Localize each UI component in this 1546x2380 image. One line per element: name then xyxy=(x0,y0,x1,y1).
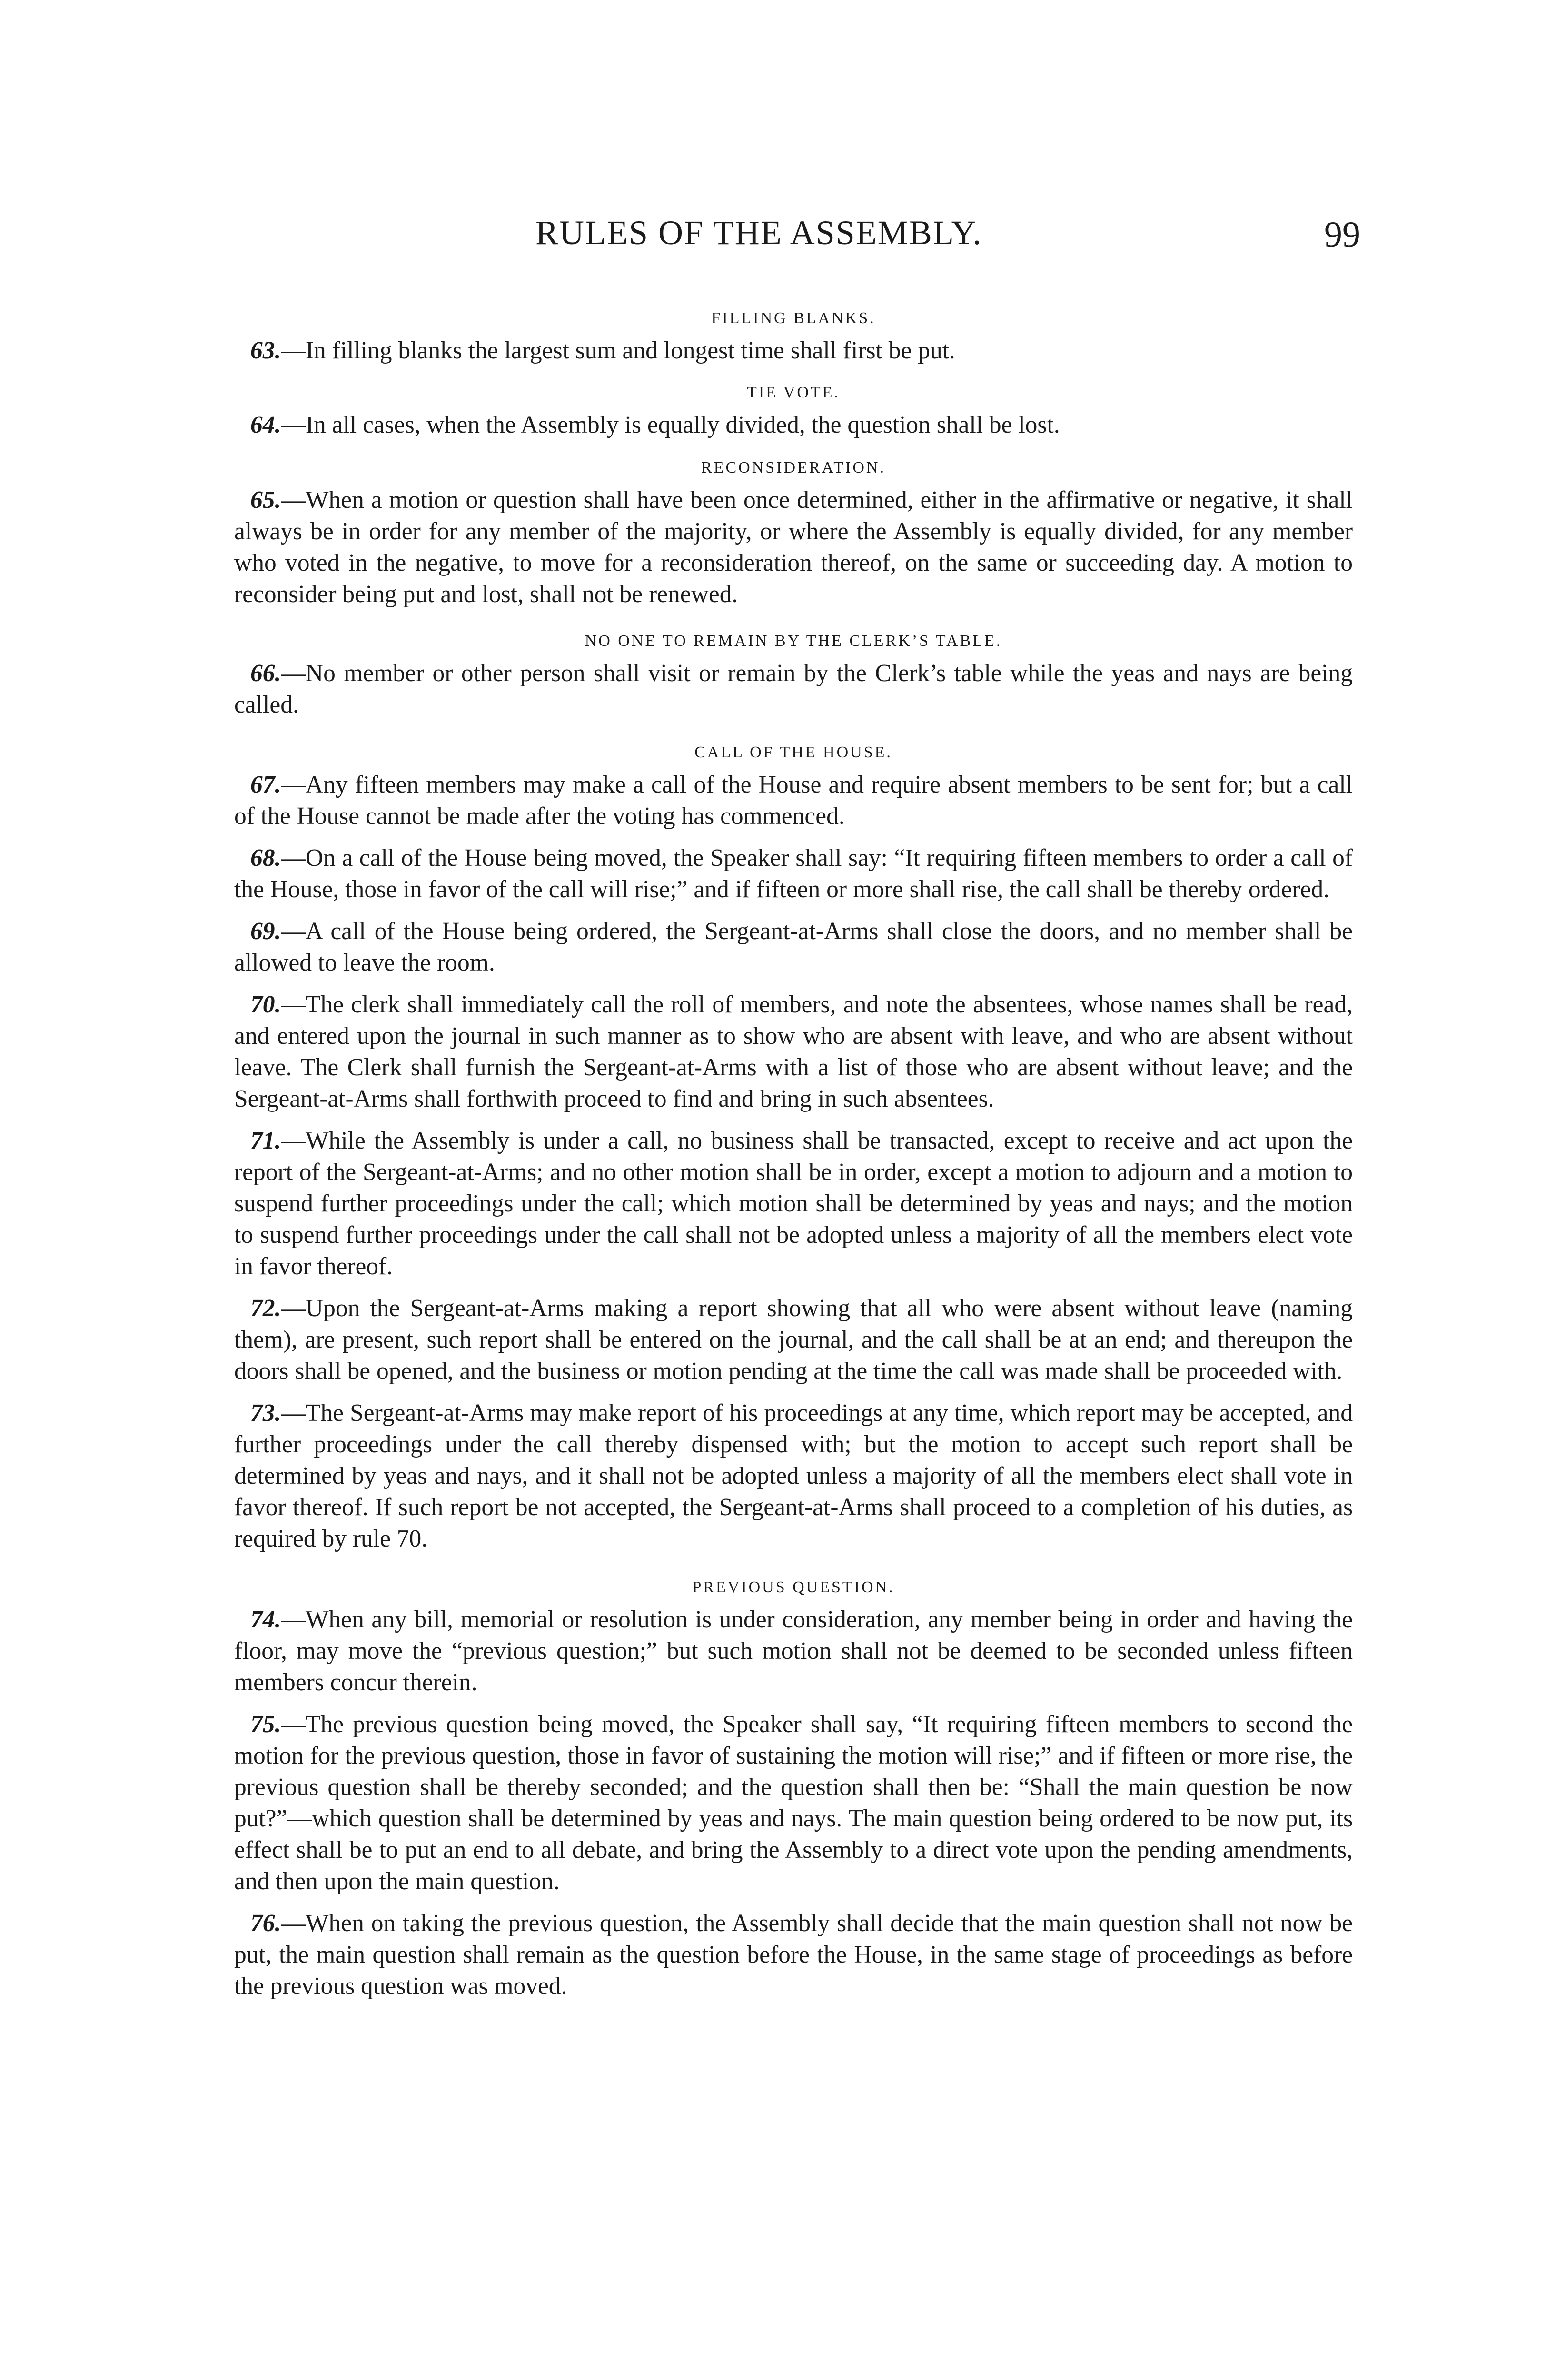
rule-text: —Any fifteen members may make a call of the House and require absent members to be sent for; but a call of the House cannot be made after the voting has commenced. xyxy=(234,771,1353,830)
running-title: RULES OF THE ASSEMBLY. xyxy=(535,214,982,252)
rule-text: —In all cases, when the Assembly is equally divided, the question shall be lost. xyxy=(281,411,1060,438)
page-number: 99 xyxy=(1324,215,1360,255)
section-heading-call-of-the-house: CALL OF THE HOUSE. xyxy=(694,744,892,761)
rule-number: 73. xyxy=(250,1399,281,1427)
section-heading-reconsideration: RECONSIDERATION. xyxy=(701,459,886,476)
rule-76 xyxy=(234,1908,1353,2002)
rule-text: —In filling blanks the largest sum and longest time shall first be put. xyxy=(281,337,955,364)
rule-70 xyxy=(234,989,1353,1115)
rule-63 xyxy=(234,335,1353,367)
rule-66 xyxy=(234,658,1353,721)
rule-number: 68. xyxy=(250,844,281,872)
rule-number: 72. xyxy=(250,1295,281,1322)
rule-number: 76. xyxy=(250,1910,281,1937)
rules-body xyxy=(234,305,1353,2002)
rule-text: —No member or other person shall visit or remain by the Clerk’s table while the yeas and nays are being called. xyxy=(234,660,1353,718)
rule-67 xyxy=(234,769,1353,832)
rule-73 xyxy=(234,1398,1353,1555)
rule-text: —Upon the Sergeant-at-Arms making a report showing that all who were absent without leave (naming them), are present, such report shall be entered on the journal, and the call shall be at an end; and thereupon the doors shall be opened, and the business or motion pending at the time the call was made shall be proceeded with. xyxy=(234,1295,1353,1385)
rule-74 xyxy=(234,1604,1353,1698)
rule-text: —When on taking the previous question, the Assembly shall decide that the main question shall not now be put, the main question shall remain as the question before the House, in the same stage of proceedings as before the previous question was moved. xyxy=(234,1910,1353,2000)
rule-number: 71. xyxy=(250,1127,281,1154)
rule-text: —While the Assembly is under a call, no business shall be transacted, except to receive and act upon the report of the Sergeant-at-Arms; and no other motion shall be in order, except a motion to adjourn and a motion to suspend further proceedings under the call; which motion shall be determined by yeas and nays; and the motion to suspend further proceedings under the call shall not be adopted unless a majority of all the members elect vote in favor thereof. xyxy=(234,1127,1353,1280)
section-heading-clerks-table: NO ONE TO REMAIN BY THE CLERK’S TABLE. xyxy=(585,632,1002,650)
rule-69 xyxy=(234,916,1353,979)
rule-text: —On a call of the House being moved, the Speaker shall say: “It requiring fifteen members to order a call of the House, those in favor of the call will rise;” and if fifteen or more shall rise, the call shall be thereby ordered. xyxy=(234,844,1353,903)
section-heading-tie-vote: TIE VOTE. xyxy=(747,384,840,401)
rule-number: 75. xyxy=(250,1711,281,1738)
rule-text: —When any bill, memorial or resolution is under consideration, any member being in order and having the floor, may move the “previous question;” but such motion shall not be deemed to be seconded unless fifteen members concur therein. xyxy=(234,1606,1353,1696)
rule-71 xyxy=(234,1125,1353,1282)
rule-number: 74. xyxy=(250,1606,281,1633)
rule-number: 63. xyxy=(250,337,281,364)
rule-text: —The clerk shall immediately call the roll of members, and note the absentees, whose names shall be read, and entered upon the journal in such manner as to show who are absent with leave, and who are absent without leave. The Clerk shall furnish the Sergeant-at-Arms with a list of those who are absent without leave; and the Sergeant-at-Arms shall forthwith proceed to find and bring in such absentees. xyxy=(234,991,1353,1112)
rule-text: —A call of the House being ordered, the Sergeant-at-Arms shall close the doors, and no member shall be allowed to leave the room. xyxy=(234,918,1353,976)
rule-number: 64. xyxy=(250,411,281,438)
rule-75 xyxy=(234,1709,1353,1897)
rule-number: 67. xyxy=(250,771,281,798)
rule-number: 69. xyxy=(250,918,281,945)
rule-64 xyxy=(234,409,1353,441)
rule-number: 70. xyxy=(250,991,281,1018)
rule-text: —The Sergeant-at-Arms may make report of his proceedings at any time, which report may be accepted, and further proceedings under the call thereby dispensed with; but the motion to accept such report shall be determined by yeas and nays, and it shall not be adopted unless a majority of all the members elect shall vote in favor thereof. If such report be not accepted, the Sergeant-at-Arms shall proceed to a completion of his duties, as required by rule 70. xyxy=(234,1399,1353,1552)
rule-text: —When a motion or question shall have been once determined, either in the affirmative or negative, it shall always be in order for any member of the majority, or where the Assembly is equally divided, for any member who voted in the negative, to move for a reconsideration thereof, on the same or succeeding day. A motion to reconsider being put and lost, shall not be renewed. xyxy=(234,486,1353,608)
rule-68 xyxy=(234,843,1353,905)
rule-72 xyxy=(234,1293,1353,1387)
rule-text: —The previous question being moved, the Speaker shall say, “It requiring fifteen members to second the motion for the previous question, those in favor of sustaining the motion will rise;” and if fifteen or more rise, the previous question shall be thereby seconded; and the question shall then be: “Shall the main question be now put?”—which question shall be determined by yeas and nays. The main question being ordered to be now put, its effect shall be to put an end to all debate, and bring the Assembly to a direct vote upon the pending amendments, and then upon the main question. xyxy=(234,1711,1353,1895)
rule-number: 66. xyxy=(250,660,281,687)
running-head xyxy=(0,213,1546,256)
section-heading-previous-question: PREVIOUS QUESTION. xyxy=(692,1578,895,1596)
rule-65 xyxy=(234,485,1353,610)
section-heading-filling-blanks: FILLING BLANKS. xyxy=(711,309,876,327)
rule-number: 65. xyxy=(250,486,281,514)
